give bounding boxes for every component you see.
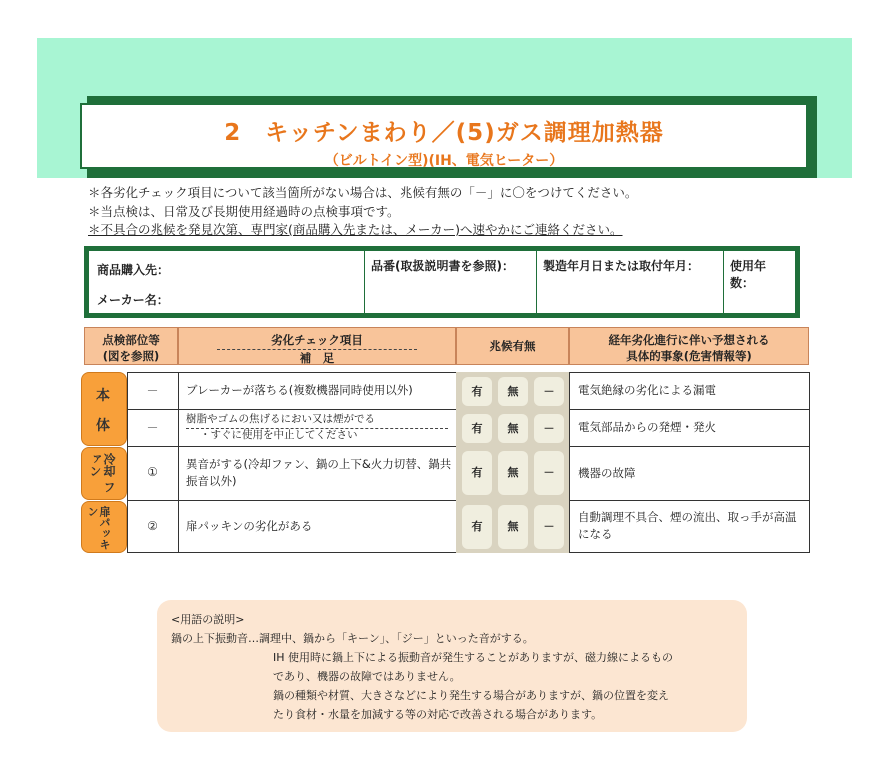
header-part-line2: (図を参照) <box>102 349 160 363</box>
row-3-check: 異音がする(冷却ファン、鍋の上下&火力切替、鍋共振音以外) <box>186 457 452 488</box>
col-divider <box>178 372 179 553</box>
header-sign: 兆候有無 <box>456 327 569 365</box>
purchase-label: 商品購入先： <box>97 263 170 277</box>
row-4-check: 扉パッキンの劣化がある <box>186 519 313 533</box>
row-1-mark: － <box>146 384 159 398</box>
category-body-label-2: 体 <box>96 418 110 434</box>
row-3-na[interactable]: － <box>534 451 564 495</box>
page-title: 2 キッチンまわり／(5)ガス調理加熱器 <box>224 120 664 146</box>
title-box <box>80 103 808 169</box>
header-check <box>178 327 456 365</box>
row-4-no[interactable]: 無 <box>498 505 528 549</box>
years-cell <box>723 251 795 313</box>
row-2-mark: － <box>146 421 159 435</box>
product-info-box <box>84 246 800 318</box>
category-door-label: 扉パッキン <box>86 506 111 550</box>
row-2-event: 電気部品からの発煙・発火 <box>578 420 716 434</box>
glossary-heading: <用語の説明> <box>171 613 245 626</box>
header-event-line1: 経年劣化進行に伴い予想される <box>608 333 770 347</box>
row-1-yes[interactable]: 有 <box>462 377 492 406</box>
row-3-no[interactable]: 無 <box>498 451 528 495</box>
row-2-yes[interactable]: 有 <box>462 414 492 443</box>
maker-label: メーカー名： <box>97 293 169 307</box>
row-3-yes[interactable]: 有 <box>462 451 492 495</box>
header-part <box>84 327 178 365</box>
date-label: 製造年月日または取付年月： <box>543 259 700 273</box>
row-3-mark: ① <box>147 465 158 479</box>
row-1-event: 電気絶縁の劣化による漏電 <box>578 383 716 397</box>
glossary-box <box>157 600 747 732</box>
glossary-line-2: IH 使用時に鍋上下による振動音が発生することがありますが、磁力線によるもの <box>273 651 674 664</box>
row-4-event: 自動調理不具合、煙の流出、取っ手が高温になる <box>578 510 797 541</box>
glossary-line-3: であり、機器の故障ではありません。 <box>273 670 461 683</box>
glossary-line-4: 鍋の種類や材質、大きさなどにより発生する場合がありますが、鍋の位置を変え <box>273 689 669 702</box>
row-3-event: 機器の故障 <box>578 466 636 480</box>
note-2: ＊当点検は、日常及び長期使用経過時の点検事項です。 <box>88 203 400 219</box>
category-door <box>81 501 127 553</box>
category-fan <box>81 447 127 500</box>
page-subtitle: （ビルトイン型)(IH、電気ヒーター） <box>324 153 564 169</box>
instructions <box>88 184 637 240</box>
category-body-label-1: 本 <box>96 388 110 404</box>
row-4-na[interactable]: － <box>534 505 564 549</box>
row-1-no[interactable]: 無 <box>498 377 528 406</box>
row-4-yes[interactable]: 有 <box>462 505 492 549</box>
years-label: 使用年数： <box>730 259 767 290</box>
date-cell <box>536 251 723 313</box>
row-2-na[interactable]: － <box>534 414 564 443</box>
row-1-na[interactable]: － <box>534 377 564 406</box>
row-2-no[interactable]: 無 <box>498 414 528 443</box>
header-check-line1: 劣化チェック項目 <box>271 333 363 347</box>
col-divider <box>569 372 570 553</box>
glossary-line-1: 鍋の上下振動音…調理中、鍋から「キーン」、「ジー」といった音がする。 <box>171 632 534 645</box>
header-event <box>569 327 809 365</box>
glossary-line-5: たり食材・水量を加減する等の対応で改善される場合があります。 <box>273 708 603 721</box>
category-body <box>81 372 127 446</box>
category-fan-label: 冷却 ファン <box>88 453 116 494</box>
note-3: ＊不具合の兆候を発見次第、専門家(商品購入先または、メーカー)へ速やかにご連絡ください。 <box>88 222 623 237</box>
purchase-maker-cell <box>89 251 364 313</box>
model-label: 品番(取扱説明書を参照)： <box>371 259 514 273</box>
row-1-check: ブレーカーが落ちる(複数機器同時使用以外) <box>186 383 413 397</box>
row-2-check: 樹脂やゴムの焦げるにおい又は煙がでる <box>186 413 375 425</box>
model-cell <box>364 251 536 313</box>
note-1: ＊各劣化チェック項目について該当箇所がない場合は、兆候有無の「－」に〇をつけてください。 <box>88 185 638 200</box>
row-4-mark: ② <box>147 519 158 533</box>
header-check-line2: 補 足 <box>299 351 335 365</box>
row-2-note: ・すぐに使用を中止してください <box>200 429 358 441</box>
header-part-line1: 点検部位等 <box>102 333 160 347</box>
header-event-line2: 具体的事象(危害情報等) <box>626 349 752 363</box>
